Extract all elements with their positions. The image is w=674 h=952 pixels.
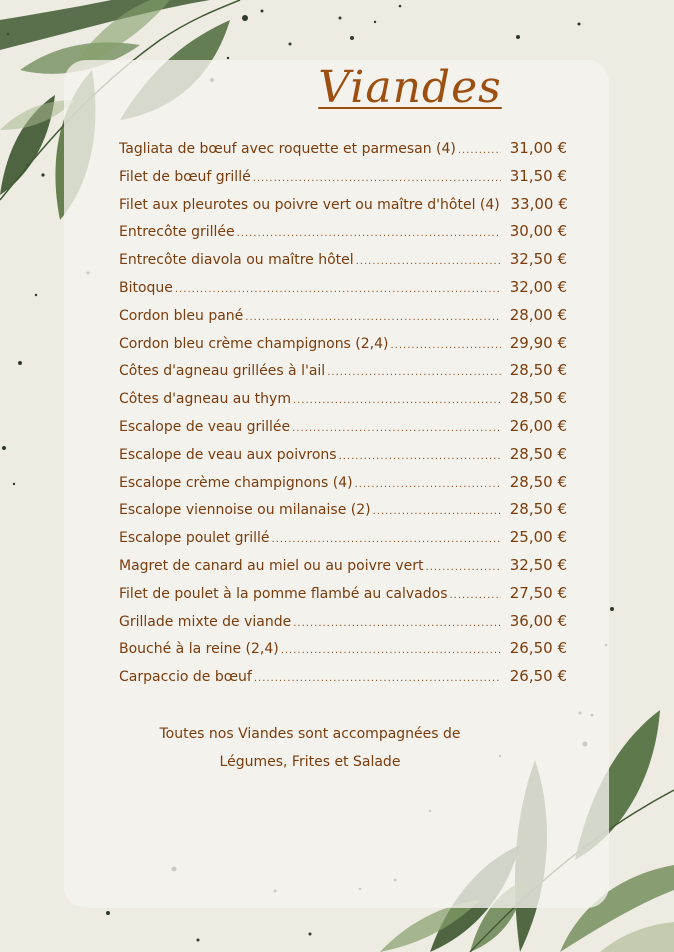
- menu-item-name: Escalope poulet grillé: [119, 530, 270, 547]
- menu-item-price: 28,50 €: [509, 361, 567, 380]
- menu-item-name: Côtes d'agneau au thym: [119, 391, 291, 408]
- menu-item: [119, 306, 567, 334]
- menu-item-price: 32,00 €: [509, 277, 567, 296]
- menu-item-price: 26,50 €: [509, 667, 567, 686]
- menu-item-price: 33,00 €: [510, 194, 568, 213]
- menu-item: [119, 445, 567, 473]
- page-title: Viandes: [318, 62, 502, 113]
- menu-item-name: Grillade mixte de viande: [119, 613, 292, 630]
- menu-item-name: Côtes d'agneau grillées à l'ail: [119, 363, 326, 380]
- menu-item-name: Entrecôte grillée: [119, 224, 235, 241]
- menu-item-name: Cordon bleu pané: [119, 307, 244, 324]
- menu-item: [119, 639, 567, 667]
- dot-leader: [339, 451, 501, 462]
- menu-item-name: Escalope de veau aux poivrons: [119, 446, 337, 463]
- menu-item: [119, 473, 567, 501]
- menu-item-name: Filet aux pleurotes ou poivre vert ou maître d'hôtel (4): [119, 196, 500, 213]
- menu-item: [119, 584, 567, 612]
- menu-item: [119, 139, 567, 167]
- menu-item-price: 25,00 €: [509, 528, 567, 547]
- dot-leader: [327, 367, 501, 378]
- menu-list: [119, 139, 567, 695]
- menu-item-name: Cordon bleu crème champignons (2,4): [119, 335, 389, 352]
- menu-item-price: 29,90 €: [509, 333, 567, 352]
- menu-item-price: 26,00 €: [509, 416, 567, 435]
- menu-item-name: Bouché à la reine (2,4): [119, 641, 279, 658]
- menu-item-name: Filet de poulet à la pomme flambé au calvados: [119, 585, 448, 602]
- menu-item-name: Entrecôte diavola ou maître hôtel: [119, 252, 354, 269]
- dot-leader: [458, 145, 501, 156]
- dot-leader: [272, 534, 501, 545]
- note-line-1: Toutes nos Viandes sont accompagnées de: [159, 726, 461, 742]
- menu-item-name: Escalope crème champignons (4): [119, 474, 353, 491]
- menu-item: [119, 195, 567, 223]
- menu-item-name: Bitoque: [119, 279, 173, 296]
- dot-leader: [293, 395, 501, 406]
- menu-item-price: 36,00 €: [509, 611, 567, 630]
- menu-item-price: 28,50 €: [509, 500, 567, 519]
- menu-item: [119, 417, 567, 445]
- menu-item: [119, 167, 567, 195]
- menu-item-price: 28,50 €: [509, 472, 567, 491]
- menu-item-price: 32,50 €: [509, 250, 567, 269]
- menu-item: [119, 334, 567, 362]
- dot-leader: [355, 479, 501, 490]
- accompaniment-note: [110, 720, 510, 776]
- menu-item-price: 28,00 €: [509, 305, 567, 324]
- menu-item-price: 26,50 €: [509, 639, 567, 658]
- dot-leader: [450, 590, 502, 601]
- menu-item-name: Carpaccio de bœuf: [119, 669, 252, 686]
- dot-leader: [254, 673, 501, 684]
- menu-item-name: Escalope viennoise ou milanaise (2): [119, 502, 371, 519]
- menu-item-name: Tagliata de bœuf avec roquette et parmesan (4): [119, 141, 456, 157]
- menu-item: [119, 528, 567, 556]
- menu-item-price: 31,00 €: [509, 139, 567, 157]
- menu-item-price: 27,50 €: [509, 583, 567, 602]
- dot-leader: [245, 312, 501, 323]
- menu-item: [119, 612, 567, 640]
- menu-item-name: Filet de bœuf grillé: [119, 168, 251, 185]
- menu-item: [119, 361, 567, 389]
- dot-leader: [253, 173, 501, 184]
- menu-item: [119, 389, 567, 417]
- dot-leader: [356, 256, 501, 267]
- menu-item: [119, 278, 567, 306]
- dot-leader: [373, 506, 501, 517]
- menu-item-name: Escalope de veau grillée: [119, 418, 291, 435]
- menu-item: [119, 667, 567, 695]
- dot-leader: [426, 562, 501, 573]
- menu-item-name: Magret de canard au miel ou au poivre vert: [119, 557, 424, 574]
- dot-leader: [175, 284, 501, 295]
- menu-item: [119, 222, 567, 250]
- menu-item-price: 30,00 €: [509, 222, 567, 241]
- menu-item-price: 28,50 €: [509, 389, 567, 408]
- menu-item: [119, 556, 567, 584]
- menu-item-price: 32,50 €: [509, 555, 567, 574]
- dot-leader: [391, 340, 502, 351]
- dot-leader: [237, 228, 501, 239]
- menu-item: [119, 250, 567, 278]
- menu-item: [119, 500, 567, 528]
- dot-leader: [292, 423, 501, 434]
- note-line-2: Légumes, Frites et Salade: [219, 754, 401, 770]
- menu-item-price: 31,50 €: [509, 166, 567, 185]
- dot-leader: [293, 618, 501, 629]
- dot-leader: [281, 645, 501, 656]
- menu-item-price: 28,50 €: [509, 444, 567, 463]
